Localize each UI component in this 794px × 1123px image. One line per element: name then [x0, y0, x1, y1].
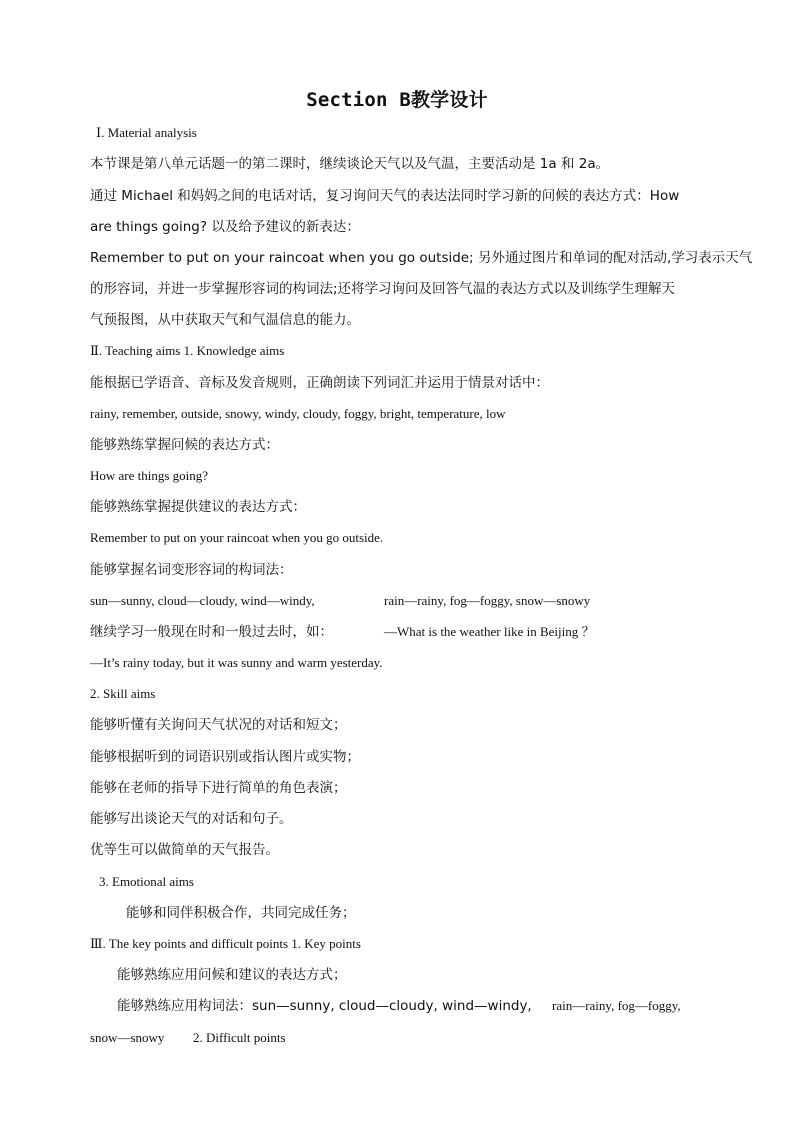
section-heading-teaching-aims: Ⅱ. Teaching aims 1. Knowledge aims — [90, 343, 285, 358]
paragraph-line: 能够听懂有关询问天气状况的对话和短文； — [90, 717, 347, 733]
paragraph-line: 继续学习一般现在时和一般过去时，如： — [90, 624, 333, 640]
paragraph-line: 能够熟练应用构词法：sun—sunny, cloud—cloudy, wind—windy, — [117, 998, 532, 1014]
word-formation-line: snow—snowy — [90, 1030, 165, 1045]
word-formation-line: rain—rainy, fog—foggy, snow—snowy — [384, 593, 591, 608]
document-title: Section B教学设计 — [306, 89, 488, 111]
section-heading-difficult-points: 2. Difficult points — [193, 1030, 286, 1045]
paragraph-line: 能够根据听到的词语识别或指认图片或实物； — [90, 749, 360, 765]
paragraph-line: 能够熟练应用问候和建议的表达方式； — [117, 967, 347, 983]
paragraph-line: 本节课是第八单元话题一的第二课时，继续谈论天气以及气温，主要活动是 1a 和 2a。 — [90, 156, 610, 172]
example-line: How are things going? — [90, 468, 209, 483]
paragraph-line: 能够熟练掌握问候的表达方式： — [90, 437, 279, 453]
paragraph-line: 气预报图，从中获取天气和气温信息的能力。 — [90, 312, 360, 328]
section-heading-material-analysis: Ⅰ. Material analysis — [96, 125, 197, 140]
section-heading-key-points: Ⅲ. The key points and difficult points 1. Key points — [90, 936, 361, 951]
word-formation-line: rain—rainy, fog—foggy, — [552, 998, 681, 1013]
section-heading-skill-aims: 2. Skill aims — [90, 686, 156, 701]
example-line: —It’s rainy today, but it was sunny and warm yesterday. — [90, 655, 383, 670]
section-heading-emotional-aims: 3. Emotional aims — [99, 874, 194, 889]
paragraph-line: are things going? 以及给予建议的新表达： — [90, 219, 360, 235]
paragraph-line: 能够和同伴积极合作，共同完成任务； — [126, 905, 356, 921]
paragraph-line: 通过 Michael 和妈妈之间的电话对话，复习询问天气的表达法同时学习新的问候的表达方式：How — [90, 188, 680, 204]
example-line: —What is the weather like in Beijing ？ — [384, 624, 595, 639]
paragraph-line: 优等生可以做简单的天气报告。 — [90, 842, 279, 858]
paragraph-line: 能够熟练掌握提供建议的表达方式： — [90, 499, 306, 515]
paragraph-line: Remember to put on your raincoat when you go outside; 另外通过图片和单词的配对活动,学习表示天气 — [90, 250, 753, 266]
paragraph-line: 能够写出谈论天气的对话和句子。 — [90, 811, 293, 827]
vocabulary-line: rainy, remember, outside, snowy, windy, cloudy, foggy, bright, temperature, low — [90, 406, 506, 421]
word-formation-line: sun—sunny, cloud—cloudy, wind—windy, — [90, 593, 315, 608]
paragraph-line: 能够掌握名词变形容词的构词法： — [90, 562, 293, 578]
example-line: Remember to put on your raincoat when you go outside. — [90, 530, 384, 545]
paragraph-line: 能根据已学语音、音标及发音规则，正确朗读下列词汇并运用于情景对话中： — [90, 375, 549, 391]
paragraph-line: 的形容词，并进一步掌握形容词的构词法;还将学习询问及回答气温的表达方式以及训练学生理解天 — [90, 281, 676, 297]
paragraph-line: 能够在老师的指导下进行简单的角色表演； — [90, 780, 347, 796]
